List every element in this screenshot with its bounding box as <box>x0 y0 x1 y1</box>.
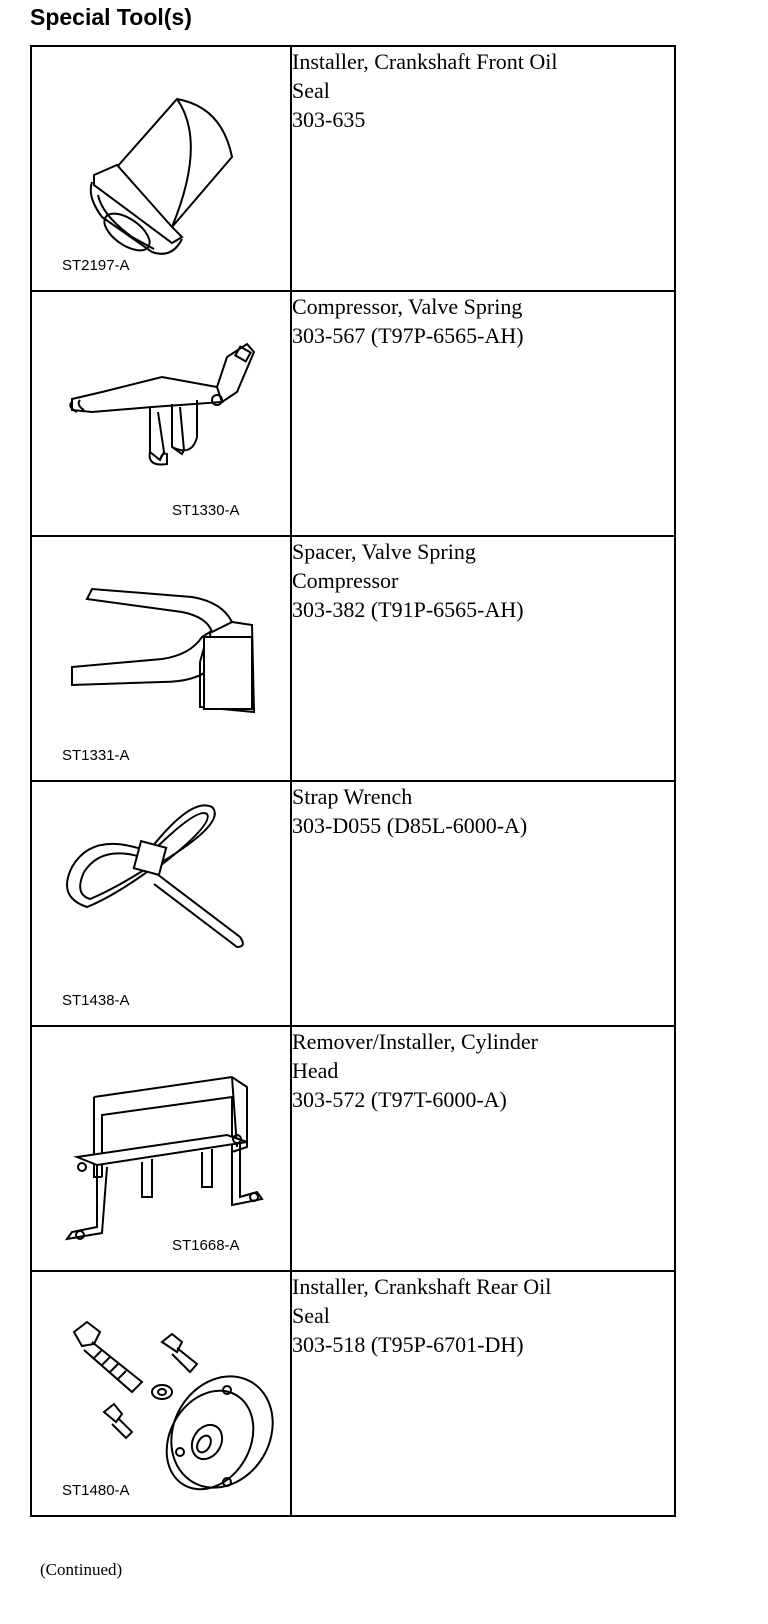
continued-note: (Continued) <box>40 1560 123 1579</box>
tool-number: 303-382 (T91P-6565-AH) <box>292 597 524 622</box>
tool-number: 303-D055 (D85L-6000-A) <box>292 813 528 838</box>
seal-installer-icon <box>32 47 290 290</box>
tool-number: 303-572 (T97T-6000-A) <box>292 1087 507 1112</box>
tool-name-line: Spacer, Valve Spring <box>292 539 476 564</box>
special-tools-table <box>30 45 676 1517</box>
tool-figure-cell <box>31 1026 291 1271</box>
table-row <box>31 46 675 291</box>
tool-description <box>291 1026 675 1271</box>
tool-name-line: Head <box>292 1058 339 1083</box>
figure-code: ST1438-A <box>62 992 130 1009</box>
tool-description <box>291 781 675 1026</box>
tool-name-line: Compressor <box>292 568 399 593</box>
valve-spring-compressor-icon <box>32 292 290 535</box>
tool-figure-cell <box>31 781 291 1026</box>
cylinder-head-remover-icon <box>32 1027 290 1270</box>
tool-figure-cell <box>31 291 291 536</box>
figure-code: ST1668-A <box>172 1237 240 1254</box>
table-row <box>31 1271 675 1516</box>
tool-name-line: Remover/Installer, Cylinder <box>292 1029 538 1054</box>
tool-number: 303-518 (T95P-6701-DH) <box>292 1332 524 1357</box>
tool-name-line: Seal <box>292 1303 330 1328</box>
tool-description <box>291 536 675 781</box>
table-row <box>31 781 675 1026</box>
tool-figure-cell <box>31 536 291 781</box>
table-row <box>31 536 675 781</box>
strap-wrench-icon <box>32 782 290 1025</box>
rear-seal-installer-icon <box>32 1272 290 1515</box>
tool-number: 303-635 <box>292 107 366 132</box>
tool-name-line: Installer, Crankshaft Front Oil <box>292 49 558 74</box>
tool-figure-cell <box>31 46 291 291</box>
spacer-icon <box>32 537 290 780</box>
tool-name-line: Strap Wrench <box>292 784 413 809</box>
figure-code: ST1480-A <box>62 1482 130 1499</box>
page-title: Special Tool(s) <box>30 4 192 30</box>
tool-name-line: Seal <box>292 78 330 103</box>
figure-code: ST1330-A <box>172 502 240 519</box>
figure-code: ST1331-A <box>62 747 130 764</box>
tool-description <box>291 46 675 291</box>
tool-description <box>291 1271 675 1516</box>
table-row <box>31 1026 675 1271</box>
tool-figure-cell <box>31 1271 291 1516</box>
tool-name-line: Compressor, Valve Spring <box>292 294 523 319</box>
figure-code: ST2197-A <box>62 257 130 274</box>
tool-description <box>291 291 675 536</box>
tool-number: 303-567 (T97P-6565-AH) <box>292 323 524 348</box>
table-row <box>31 291 675 536</box>
tool-name-line: Installer, Crankshaft Rear Oil <box>292 1274 552 1299</box>
